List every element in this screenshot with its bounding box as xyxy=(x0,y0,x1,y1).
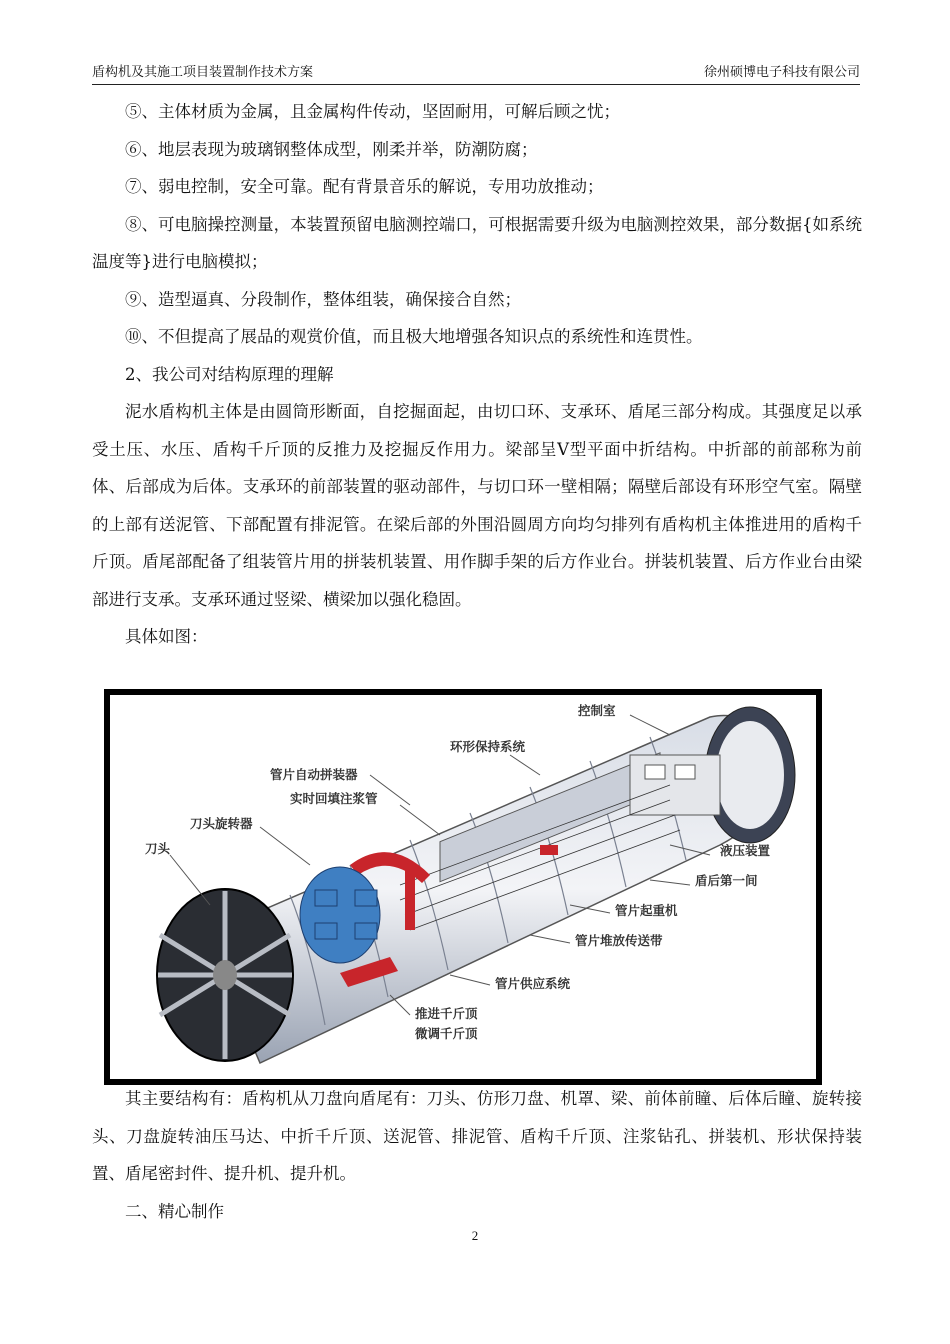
label-grout-pipe: 实时回填注浆管 xyxy=(290,791,378,806)
label-segment-crane: 管片起重机 xyxy=(615,903,678,918)
page-header xyxy=(92,64,860,85)
label-control-room: 控制室 xyxy=(578,703,616,718)
paragraph-item-9: ⑨、造型逼真、分段制作，整体组装，确保接合自然； xyxy=(125,289,521,309)
paragraph-item-6: ⑥、地层表现为玻璃钢整体成型，刚柔并举，防潮防腐； xyxy=(125,139,538,159)
section-heading-production: 二、精心制作 xyxy=(125,1201,224,1221)
paragraph-item-10: ⑩、不但提高了展品的观赏价值，而且极大地增强各知识点的系统性和连贯性。 xyxy=(125,327,703,346)
page-number: 2 xyxy=(471,1228,479,1243)
header-title: 盾构机及其施工项目装置制作技术方案 xyxy=(92,65,314,80)
header-company: 徐州硕博电子科技有限公司 xyxy=(703,65,860,80)
label-rear-room: 盾后第一间 xyxy=(695,873,758,888)
label-segment-erector: 管片自动拼装器 xyxy=(270,767,358,782)
section-heading-structure: 2、我公司对结构原理的理解 xyxy=(125,364,334,384)
label-segment-supply: 管片供应系统 xyxy=(495,976,571,991)
label-fine-jack: 微调千斤顶 xyxy=(415,1026,478,1041)
shield-machine-figure xyxy=(104,689,822,1085)
label-cutter-head: 刀头 xyxy=(145,841,171,856)
cutter-head-graphic xyxy=(157,889,293,1061)
paragraph-item-5: ⑤、主体材质为金属，且金属构件传动，坚固耐用，可解后顾之忧； xyxy=(125,102,620,121)
label-ring-holder: 环形保持系统 xyxy=(450,739,526,754)
structure-paragraph: 泥水盾构机主体是由圆筒形断面，自挖掘面起，由切口环、支承环、盾尾三部分构成。其强度足以承受土压、水压、盾构千斤顶的反推力及挖掘反作用力。梁部呈Ⅴ型平面中折结构。中折部的前部称为前体、后部成为后体。支承环的前部装置的驱动部件，与切口环一壁相隔；隔壁后部设有环形空气室。隔壁的上部有送泥管、下部配置有排泥管。在梁后部的外围沿圆周方向均匀排列有盾构机主体推进用的盾构千斤顶。盾尾部配备了组装管片用的拼装机装置、用作脚手架的后方作业台。拼装机装置、后方作业台由梁部进行支承。支承环通过竖梁、横梁加以强化稳固。 xyxy=(92,402,862,609)
label-segment-conveyor: 管片堆放传送带 xyxy=(575,933,663,948)
label-thrust-jack: 推进千斤顶 xyxy=(415,1006,478,1021)
label-head-rotator: 刀头旋转器 xyxy=(190,816,253,831)
document-body-continued xyxy=(92,1080,862,1230)
paragraph-item-7: ⑦、弱电控制，安全可靠。配有背景音乐的解说，专用功放推动； xyxy=(125,177,604,196)
main-structure-paragraph: 其主要结构有：盾构机从刀盘向盾尾有：刀头、仿形刀盘、机罩、梁、前体前瞳、后体后瞳、旋转接头、刀盘旋转油压马达、中折千斤顶、送泥管、排泥管、盾构千斤顶、注浆钻孔、拼装机、形状保持装置、盾尾密封件、提升机、提升机。 xyxy=(92,1089,862,1183)
figure-intro: 具体如图： xyxy=(125,627,208,646)
label-hydraulic: 液压装置 xyxy=(720,843,771,858)
document-body xyxy=(92,93,862,656)
shield-machine-diagram xyxy=(110,695,816,1079)
paragraph-item-8: ⑧、可电脑操控测量，本装置预留电脑测控端口，可根据需要升级为电脑测控效果，部分数据{如系统温度等}进行电脑模拟； xyxy=(92,214,862,271)
